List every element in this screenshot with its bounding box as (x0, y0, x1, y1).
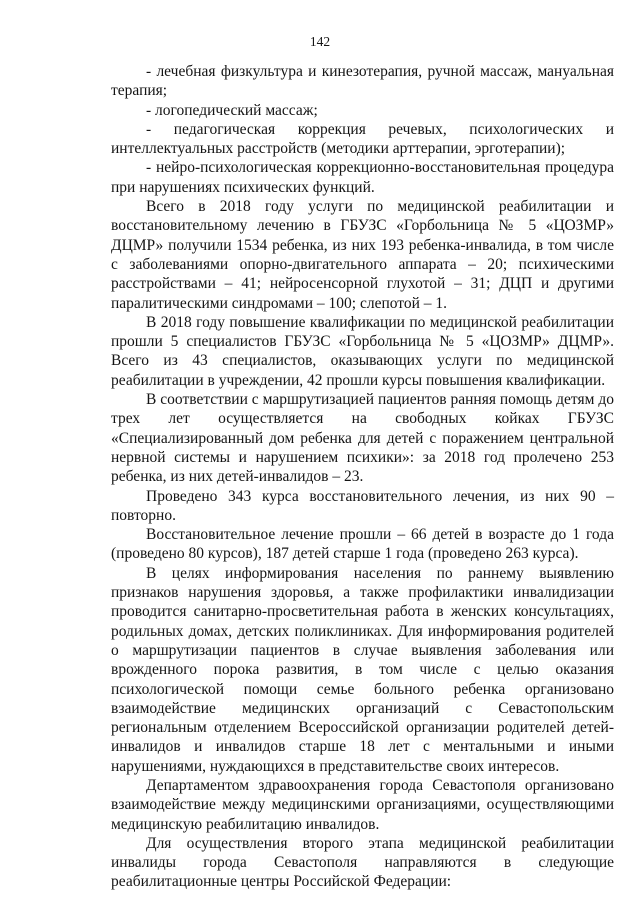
paragraph: Всего в 2018 году услуги по медицинской реабилитации и восстановительному лечению в ГБУЗС «Горбольница № 5 «ЦОЗМР» ДЦМР» получили 1534 ребенка, из них 193 ребенка-инвалида, в том числе с заболеваниями опорно-двигательного аппарата – 20; психическими расстройствами – 41; нейросенсорной глухотой – 31; ДЦП и другими паралитическими синдромами – 100; слепотой – 1. (111, 198, 614, 312)
paragraph: В соответствии с маршрутизацией пациентов ранняя помощь детям до трех лет осуществляется на свободных койках ГБУЗС «Специализированный дом ребенка для детей с поражением центральной нервной системы и нарушением психики»: за 2018 год пролечено 253 ребенка, из них детей-инвалидов – 23. (111, 391, 614, 486)
paragraph: Для осуществления второго этапа медицинской реабилитации инвалиды города Севастополя направляются в следующие реабилитационные центры Российской Федерации: (111, 834, 614, 891)
bullet-item: - лечебная физкультура и кинезотерапия, ручной массаж, мануальная терапия; (111, 63, 614, 100)
paragraph: В целях информирования населения по раннему выявлению признаков нарушения здоровья, а также профилактики инвалидизации проводится санитарно-просветительная работа в женских консультациях, родильных домах, детских поликлиниках. Для информирования родителей о маршрутизации пациентов в случае выявления заболевания или врожденного порока развития, в том числе с целью оказания психологической помощи семье больного ребенка организовано взаимодействие медицинских организаций с Севастопольским региональным отделением Всероссийской организации родителей детей-инвалидов и инвалидов старше 18 лет с ментальными и иными нарушениями, нуждающихся в представительстве своих интересов. (111, 564, 614, 775)
paragraph: В 2018 году повышение квалификации по медицинской реабилитации прошли 5 специалистов ГБУЗС «Горбольница № 5 «ЦОЗМР» ДЦМР». Всего из 43 специалистов, оказывающих услуги по медицинской реабилитации в учреждении, 42 прошли курсы повышения квалификации. (111, 313, 614, 389)
bullet-item: - нейро-психологическая коррекционно-восстановительная процедура при нарушениях психических функций. (111, 159, 614, 196)
bullet-item: - педагогическая коррекция речевых, психологических и интеллектуальных расстройств (методики арттерапии, эрготерапии); (111, 120, 614, 158)
bullet-item: - логопедический массаж; (146, 101, 318, 119)
page-body (111, 62, 614, 892)
paragraph: Восстановительное лечение прошли – 66 детей в возрасте до 1 года (проведено 80 курсов), 187 детей старше 1 года (проведено 263 курса). (111, 526, 614, 563)
page-number: 142 (309, 34, 331, 49)
paragraph: Департаментом здравоохранения города Севастополя организовано взаимодействие между медицинскими организациями, осуществляющими медицинскую реабилитацию инвалидов. (111, 776, 614, 833)
paragraph: Проведено 343 курса восстановительного лечения, из них 90 – повторно. (111, 487, 614, 524)
